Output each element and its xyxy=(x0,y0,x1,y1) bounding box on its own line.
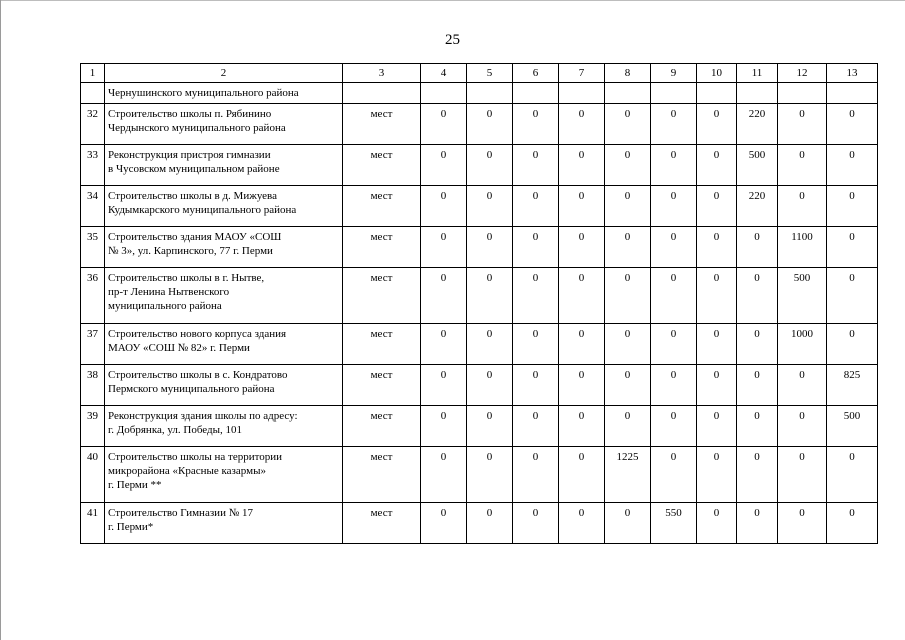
continuation-row xyxy=(81,83,878,104)
value-cell: 0 xyxy=(697,104,737,145)
unit-cell: мест xyxy=(343,186,421,227)
object-name-line: г. Добрянка, ул. Победы, 101 xyxy=(108,424,243,436)
value-cell: 0 xyxy=(697,186,737,227)
value-cell: 0 xyxy=(827,447,878,503)
table-row xyxy=(81,365,878,406)
value-cell: 0 xyxy=(467,227,513,268)
value-cell: 0 xyxy=(737,503,778,544)
value-cell: 0 xyxy=(737,406,778,447)
object-name-cell xyxy=(105,447,343,503)
value-cell: 0 xyxy=(467,503,513,544)
value-cell: 0 xyxy=(513,227,559,268)
table-row xyxy=(81,227,878,268)
value-cell: 0 xyxy=(778,503,827,544)
value-cell: 0 xyxy=(559,268,605,324)
row-number-cell: 41 xyxy=(81,503,105,544)
value-cell: 220 xyxy=(737,186,778,227)
value-cell: 0 xyxy=(697,365,737,406)
value-cell: 0 xyxy=(605,503,651,544)
value-cell: 0 xyxy=(605,186,651,227)
object-name-line: микрорайона «Красные казармы» xyxy=(108,465,266,477)
value-cell: 0 xyxy=(467,447,513,503)
row-number-cell: 32 xyxy=(81,104,105,145)
value-cell: 0 xyxy=(513,186,559,227)
value-cell: 550 xyxy=(651,503,697,544)
value-cell: 0 xyxy=(651,324,697,365)
row-number-cell: 39 xyxy=(81,406,105,447)
table-body xyxy=(81,64,878,544)
value-cell: 0 xyxy=(467,186,513,227)
value-cell: 0 xyxy=(421,104,467,145)
value-cell xyxy=(421,83,467,104)
value-cell: 0 xyxy=(651,447,697,503)
object-name-line: № 3», ул. Карпинского, 77 г. Перми xyxy=(108,245,273,257)
page-number: 25 xyxy=(445,32,460,48)
construction-table xyxy=(80,63,878,544)
value-cell: 0 xyxy=(778,406,827,447)
value-cell: 0 xyxy=(827,324,878,365)
value-cell: 0 xyxy=(651,145,697,186)
value-cell: 0 xyxy=(605,104,651,145)
value-cell xyxy=(513,83,559,104)
value-cell: 0 xyxy=(737,447,778,503)
header-row xyxy=(81,64,878,83)
row-number-cell: 40 xyxy=(81,447,105,503)
value-cell xyxy=(467,83,513,104)
header-cell: 13 xyxy=(827,64,878,83)
object-name-line: Чердынского муниципального района xyxy=(108,122,286,134)
value-cell: 0 xyxy=(827,268,878,324)
value-cell: 0 xyxy=(827,227,878,268)
value-cell: 0 xyxy=(605,324,651,365)
header-cell: 8 xyxy=(605,64,651,83)
value-cell: 1000 xyxy=(778,324,827,365)
value-cell: 0 xyxy=(737,227,778,268)
value-cell: 500 xyxy=(827,406,878,447)
value-cell: 0 xyxy=(559,406,605,447)
value-cell: 0 xyxy=(421,324,467,365)
object-name-cell: Чернушинского муниципального района xyxy=(105,83,343,104)
unit-cell: мест xyxy=(343,406,421,447)
value-cell: 0 xyxy=(467,145,513,186)
value-cell: 0 xyxy=(467,406,513,447)
object-name-cell xyxy=(105,145,343,186)
object-name-cell xyxy=(105,186,343,227)
value-cell: 0 xyxy=(513,365,559,406)
object-name-cell xyxy=(105,268,343,324)
value-cell xyxy=(827,83,878,104)
value-cell: 0 xyxy=(605,365,651,406)
row-number-cell: 38 xyxy=(81,365,105,406)
object-name-line: г. Перми ** xyxy=(108,479,162,491)
value-cell: 500 xyxy=(737,145,778,186)
value-cell: 0 xyxy=(421,447,467,503)
value-cell: 0 xyxy=(559,365,605,406)
value-cell: 0 xyxy=(651,186,697,227)
value-cell: 0 xyxy=(513,447,559,503)
unit-cell: мест xyxy=(343,324,421,365)
table-row xyxy=(81,447,878,503)
object-name-line: Реконструкция здания школы по адресу: xyxy=(108,410,298,422)
table-row xyxy=(81,145,878,186)
page-top-edge xyxy=(0,0,905,1)
value-cell: 0 xyxy=(697,324,737,365)
object-name-line: Пермского муниципального района xyxy=(108,383,275,395)
value-cell xyxy=(605,83,651,104)
value-cell: 0 xyxy=(651,406,697,447)
object-name-cell xyxy=(105,104,343,145)
value-cell: 0 xyxy=(467,104,513,145)
value-cell: 0 xyxy=(651,268,697,324)
value-cell: 1100 xyxy=(778,227,827,268)
value-cell xyxy=(651,83,697,104)
value-cell: 0 xyxy=(778,447,827,503)
value-cell: 0 xyxy=(605,145,651,186)
object-name-line: Строительство школы на территории xyxy=(108,451,283,463)
object-name-line: МАОУ «СОШ № 82» г. Перми xyxy=(108,342,250,354)
value-cell: 0 xyxy=(467,268,513,324)
value-cell: 0 xyxy=(421,268,467,324)
value-cell: 0 xyxy=(697,503,737,544)
value-cell: 0 xyxy=(697,145,737,186)
value-cell: 0 xyxy=(827,104,878,145)
object-name-line: Строительство школы в д. Мижуева xyxy=(108,190,277,202)
object-name-line: Строительство нового корпуса здания xyxy=(108,328,287,340)
table-row xyxy=(81,104,878,145)
value-cell: 0 xyxy=(513,104,559,145)
header-cell: 9 xyxy=(651,64,697,83)
table-row xyxy=(81,406,878,447)
header-cell: 12 xyxy=(778,64,827,83)
table-row xyxy=(81,324,878,365)
value-cell: 0 xyxy=(605,268,651,324)
header-cell: 1 xyxy=(81,64,105,83)
value-cell: 220 xyxy=(737,104,778,145)
unit-cell: мест xyxy=(343,104,421,145)
value-cell: 0 xyxy=(697,227,737,268)
value-cell: 0 xyxy=(513,324,559,365)
value-cell: 0 xyxy=(467,324,513,365)
value-cell: 0 xyxy=(421,503,467,544)
value-cell xyxy=(559,83,605,104)
value-cell: 0 xyxy=(651,365,697,406)
value-cell: 0 xyxy=(778,186,827,227)
header-cell: 6 xyxy=(513,64,559,83)
unit-cell: мест xyxy=(343,365,421,406)
header-cell: 10 xyxy=(697,64,737,83)
object-name-line: Строительство здания МАОУ «СОШ xyxy=(108,231,282,243)
value-cell: 0 xyxy=(778,365,827,406)
header-cell: 3 xyxy=(343,64,421,83)
value-cell: 0 xyxy=(559,186,605,227)
object-name-cell xyxy=(105,406,343,447)
value-cell: 0 xyxy=(513,406,559,447)
value-cell: 0 xyxy=(697,447,737,503)
row-number-cell xyxy=(81,83,105,104)
value-cell: 0 xyxy=(421,365,467,406)
value-cell: 0 xyxy=(559,104,605,145)
value-cell xyxy=(737,83,778,104)
header-cell: 7 xyxy=(559,64,605,83)
row-number-cell: 36 xyxy=(81,268,105,324)
row-number-cell: 34 xyxy=(81,186,105,227)
value-cell: 0 xyxy=(737,324,778,365)
object-name-cell xyxy=(105,324,343,365)
value-cell: 0 xyxy=(605,406,651,447)
object-name-cell xyxy=(105,503,343,544)
unit-cell: мест xyxy=(343,145,421,186)
value-cell: 0 xyxy=(467,365,513,406)
value-cell: 0 xyxy=(651,104,697,145)
value-cell: 0 xyxy=(559,324,605,365)
object-name-line: Строительство школы п. Рябинино xyxy=(108,108,272,120)
unit-cell xyxy=(343,83,421,104)
value-cell: 0 xyxy=(827,145,878,186)
table-row xyxy=(81,503,878,544)
object-name-cell xyxy=(105,365,343,406)
value-cell: 0 xyxy=(421,145,467,186)
unit-cell: мест xyxy=(343,227,421,268)
object-name-line: Реконструкция пристроя гимназии xyxy=(108,149,271,161)
value-cell: 0 xyxy=(513,268,559,324)
value-cell: 0 xyxy=(778,104,827,145)
unit-cell: мест xyxy=(343,503,421,544)
value-cell: 0 xyxy=(421,227,467,268)
header-cell: 4 xyxy=(421,64,467,83)
value-cell xyxy=(778,83,827,104)
value-cell: 0 xyxy=(559,447,605,503)
value-cell: 0 xyxy=(421,186,467,227)
object-name-line: Строительство школы в г. Нытве, xyxy=(108,272,265,284)
value-cell: 0 xyxy=(513,503,559,544)
value-cell: 0 xyxy=(737,268,778,324)
value-cell: 0 xyxy=(559,227,605,268)
value-cell: 0 xyxy=(737,365,778,406)
value-cell: 0 xyxy=(559,145,605,186)
table-row xyxy=(81,268,878,324)
header-cell: 11 xyxy=(737,64,778,83)
value-cell: 0 xyxy=(697,406,737,447)
header-cell: 2 xyxy=(105,64,343,83)
row-number-cell: 33 xyxy=(81,145,105,186)
row-number-cell: 37 xyxy=(81,324,105,365)
object-name-line: Строительство школы в с. Кондратово xyxy=(108,369,288,381)
value-cell: 500 xyxy=(778,268,827,324)
unit-cell: мест xyxy=(343,268,421,324)
page-left-edge xyxy=(0,0,1,640)
value-cell: 0 xyxy=(651,227,697,268)
object-name-line: г. Перми* xyxy=(108,521,154,533)
object-name-line: Кудымкарского муниципального района xyxy=(108,204,297,216)
value-cell: 0 xyxy=(827,186,878,227)
value-cell: 0 xyxy=(513,145,559,186)
value-cell: 0 xyxy=(697,268,737,324)
object-name-line: Строительство Гимназии № 17 xyxy=(108,507,253,519)
value-cell: 0 xyxy=(827,503,878,544)
object-name-line: в Чусовском муниципальном районе xyxy=(108,163,280,175)
header-cell: 5 xyxy=(467,64,513,83)
value-cell: 825 xyxy=(827,365,878,406)
table-row xyxy=(81,186,878,227)
object-name-line: пр-т Ленина Нытвенского xyxy=(108,286,230,298)
value-cell xyxy=(697,83,737,104)
value-cell: 0 xyxy=(421,406,467,447)
value-cell: 1225 xyxy=(605,447,651,503)
object-name-line: муниципального района xyxy=(108,300,222,312)
value-cell: 0 xyxy=(559,503,605,544)
object-name-cell xyxy=(105,227,343,268)
value-cell: 0 xyxy=(605,227,651,268)
unit-cell: мест xyxy=(343,447,421,503)
value-cell: 0 xyxy=(778,145,827,186)
row-number-cell: 35 xyxy=(81,227,105,268)
